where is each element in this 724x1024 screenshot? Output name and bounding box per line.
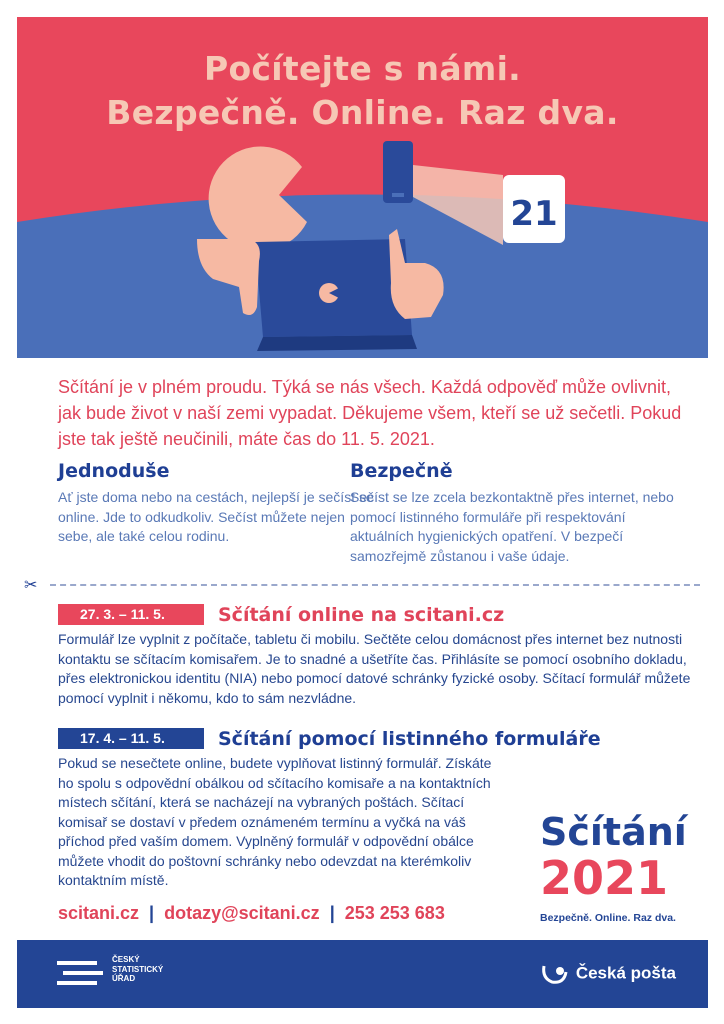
- contact-email-link[interactable]: dotazy@scitani.cz: [164, 903, 320, 923]
- logo-year-graphic: [540, 852, 690, 902]
- csu-name: [112, 955, 163, 984]
- csu-line: ÚŘAD: [112, 974, 136, 983]
- logo-year: 2021: [540, 852, 669, 902]
- intro-text: Sčítání je v plném proudu. Týká se nás všech. Každá odpověď může ovlivnit, jak bude život v naší zemi vypadat. Děkujeme všem, kteří se už sečetli. Pokud jste tak ještě neučinili, máte čas do 11. 5. 2021.: [58, 377, 682, 449]
- paper-date-badge: 17. 4. – 11. 5.: [58, 728, 204, 749]
- cut-line: [50, 584, 700, 586]
- online-section-title: Sčítání online na scitani.cz: [218, 604, 505, 626]
- contact-web-link[interactable]: scitani.cz: [58, 903, 140, 923]
- column-safe: [350, 460, 690, 566]
- column-simple-text: Ať jste doma nebo na cestách, nejlepší je sečíst se online. Jde to odkudkoliv. Sečíst můžete nejen sebe, ale také celou rodinu.: [58, 489, 374, 544]
- contact-separator: |: [149, 903, 155, 923]
- scissors-icon: ✂: [24, 577, 38, 594]
- contact-line: [58, 903, 445, 924]
- hero-banner: [17, 17, 708, 358]
- column-simple-title: Jednoduše: [58, 460, 170, 482]
- contact-phone: 253 253 683: [344, 903, 445, 923]
- contact-separator: |: [329, 903, 335, 923]
- svg-text:21: 21: [510, 194, 558, 234]
- scitani-logo: [540, 810, 700, 924]
- column-safe-title: Bezpečně: [350, 460, 453, 482]
- footer-bar: [17, 940, 708, 1008]
- post-horn-icon: [540, 962, 570, 986]
- online-date-badge: 27. 3. – 11. 5.: [58, 604, 204, 625]
- column-simple: [58, 460, 378, 547]
- ceska-posta-name: Česká pošta: [575, 963, 676, 983]
- hero-headline-line2: Bezpečně. Online. Raz dva.: [106, 93, 619, 132]
- paper-section-text: Pokud se nesečtete online, budete vyplňovat listinný formulář. Získáte ho spolu s odpovědní obálkou od sčítacího komisaře a na kontaktních místech sčítání, která se nacházejí na vybraných poštách. Sčítací komisař se dostaví v předem oznámeném termínu a vyčká na váš příchod před vaším domem. Vyplněný formulář v odpovědní obálce můžete vhodit do poštovní schránky nebo odevzdat na kterémkoliv kontaktním místě.: [58, 755, 492, 888]
- paper-section-title: Sčítání pomocí listinného formuláře: [218, 728, 601, 750]
- hero-headline-line1: Počítejte s námi.: [203, 49, 522, 88]
- online-section-text: Formulář lze vyplnit z počítače, tabletu či mobilu. Sečtěte celou domácnost přes internet bez nutnosti kontaktu se sčítacím komisařem. Je to snadné a ušetříte čas. Přihlásíte se pomocí osobního dokladu, přes elektronickou identitu (NIA) nebo pomocí datové schránky fyzické osoby. Sčítací formulář můžete pomocí vyplnit i někomu, kdo to sám nezvládne.: [58, 631, 691, 706]
- column-safe-text: Sečíst se lze zcela bezkontaktně přes internet, nebo pomocí listinného formuláře při respektování aktuálních hygienických opatření. V bezpečí samozřejmě zůstanou i vaše údaje.: [350, 489, 674, 564]
- csu-logo-icon: [57, 958, 105, 988]
- logo-tagline: Bezpečně. Online. Raz dva.: [540, 912, 676, 924]
- logo-word: Sčítání: [540, 810, 687, 854]
- csu-line: ČESKÝ: [112, 955, 140, 964]
- ceska-posta-logo: [540, 962, 676, 986]
- csu-line: STATISTICKÝ: [112, 964, 164, 974]
